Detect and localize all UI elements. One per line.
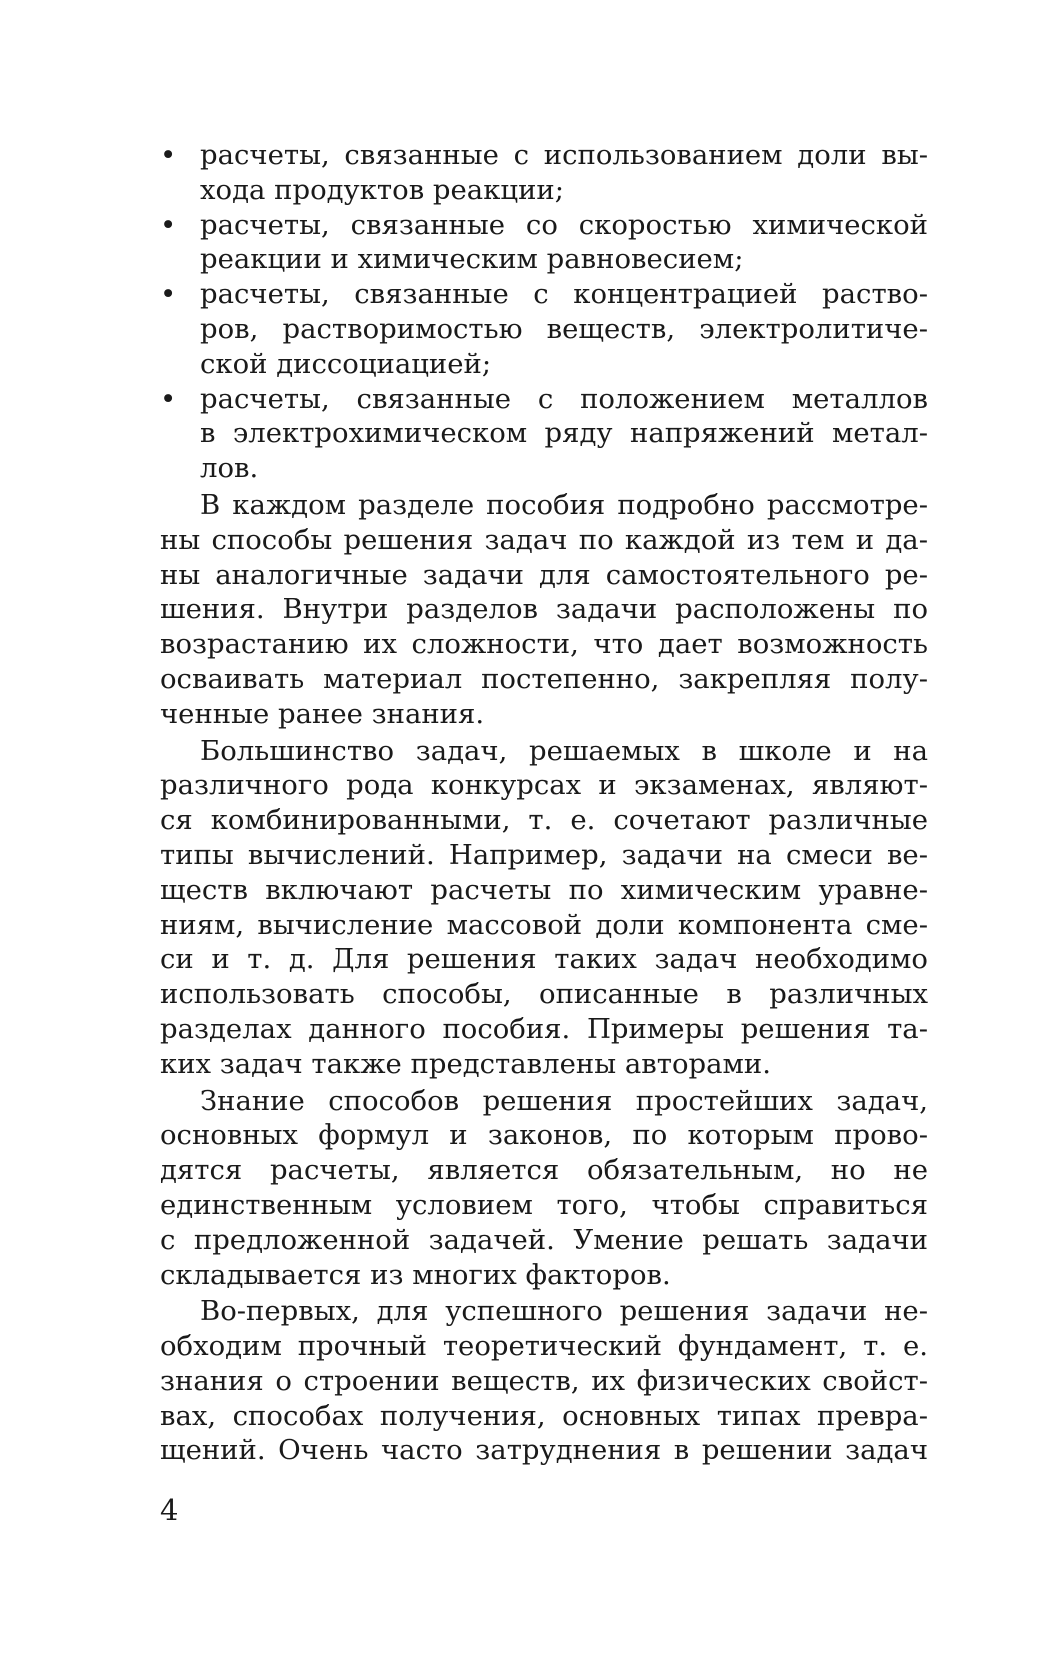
text-line: • расчеты, связанные с концентрацией раство- xyxy=(160,278,928,311)
bullet-item xyxy=(160,382,928,486)
bullet-item xyxy=(160,208,928,278)
text-line: В каждом разделе пособия подробно рассмотре- xyxy=(200,488,928,521)
text-line: лов. xyxy=(200,452,259,485)
text-line: • расчеты, связанные с использованием доли вы- xyxy=(160,139,928,171)
text-line: щений. Очень часто затруднения в решении задач xyxy=(160,1434,928,1467)
text-line: • расчеты, связанные со скоростью химической xyxy=(160,208,928,241)
text-line: дятся расчеты, является обязательным, но не xyxy=(160,1154,928,1187)
text-line: ся комбинированными, т. е. сочетают различные xyxy=(160,804,928,837)
text-line: складывается из многих факторов. xyxy=(160,1258,671,1291)
text-line: использовать способы, описанные в различных xyxy=(160,978,928,1011)
bullet-item xyxy=(160,277,928,381)
text-line: основных формул и законов, по которым прово- xyxy=(160,1119,928,1152)
paragraph xyxy=(160,1084,928,1293)
bullet-marker: • xyxy=(160,382,177,415)
paragraph xyxy=(160,734,928,1082)
text-line: ченные ранее знания. xyxy=(160,697,485,730)
bullet-marker: • xyxy=(160,139,177,171)
text-line: Знание способов решения простейших задач, xyxy=(200,1084,928,1117)
text-line: • расчеты, связанные с положением металлов xyxy=(160,382,928,415)
text-line: ких задач также представлены авторами. xyxy=(160,1047,771,1080)
bullet-marker: • xyxy=(160,278,177,311)
text-line: Большинство задач, решаемых в школе и на xyxy=(200,734,928,767)
text-line: Во-первых, для успешного решения задачи не- xyxy=(200,1295,928,1328)
text-line: с предложенной задачей. Умение решать задачи xyxy=(160,1223,928,1256)
text-line: осваивать материал постепенно, закрепляя полу- xyxy=(160,662,928,695)
page-body xyxy=(160,138,928,1468)
text-line: возрастанию их сложности, что дает возможность xyxy=(160,628,928,661)
text-line: обходим прочный теоретический фундамент, т. е. xyxy=(160,1330,928,1363)
text-line: ны аналогичные задачи для самостоятельного ре- xyxy=(160,558,928,591)
bullet-marker: • xyxy=(160,208,177,241)
text-line: си и т. д. Для решения таких задач необходимо xyxy=(160,943,928,976)
text-line: ны способы решения задач по каждой из тем и да- xyxy=(160,523,928,556)
text-line: знания о строении веществ, их физических свойст- xyxy=(160,1364,928,1397)
text-line: различного рода конкурсах и экзаменах, являют- xyxy=(160,769,928,802)
text-line: реакции и химическим равновесием; xyxy=(200,243,744,276)
text-line: типы вычислений. Например, задачи на смеси ве- xyxy=(160,838,928,871)
text-line: ров, растворимостью веществ, электролитиче- xyxy=(200,312,928,345)
text-line: ской диссоциацией; xyxy=(200,347,492,380)
text-line: ществ включают расчеты по химическим уравне- xyxy=(160,873,928,906)
text-line: ниям, вычисление массовой доли компонента сме- xyxy=(160,908,928,941)
text-line: хода продуктов реакции; xyxy=(200,173,564,206)
bullet-item xyxy=(160,138,928,208)
page-number: 4 xyxy=(160,1493,179,1527)
text-line: шения. Внутри разделов задачи расположены по xyxy=(160,593,928,626)
paragraph xyxy=(160,488,928,732)
text-line: разделах данного пособия. Примеры решения та- xyxy=(160,1012,928,1045)
text-line: в электрохимическом ряду напряжений метал- xyxy=(200,417,928,450)
text-line: вах, способах получения, основных типах превра- xyxy=(160,1399,928,1432)
text-line: единственным условием того, чтобы справиться xyxy=(160,1188,928,1221)
paragraph xyxy=(160,1294,928,1468)
